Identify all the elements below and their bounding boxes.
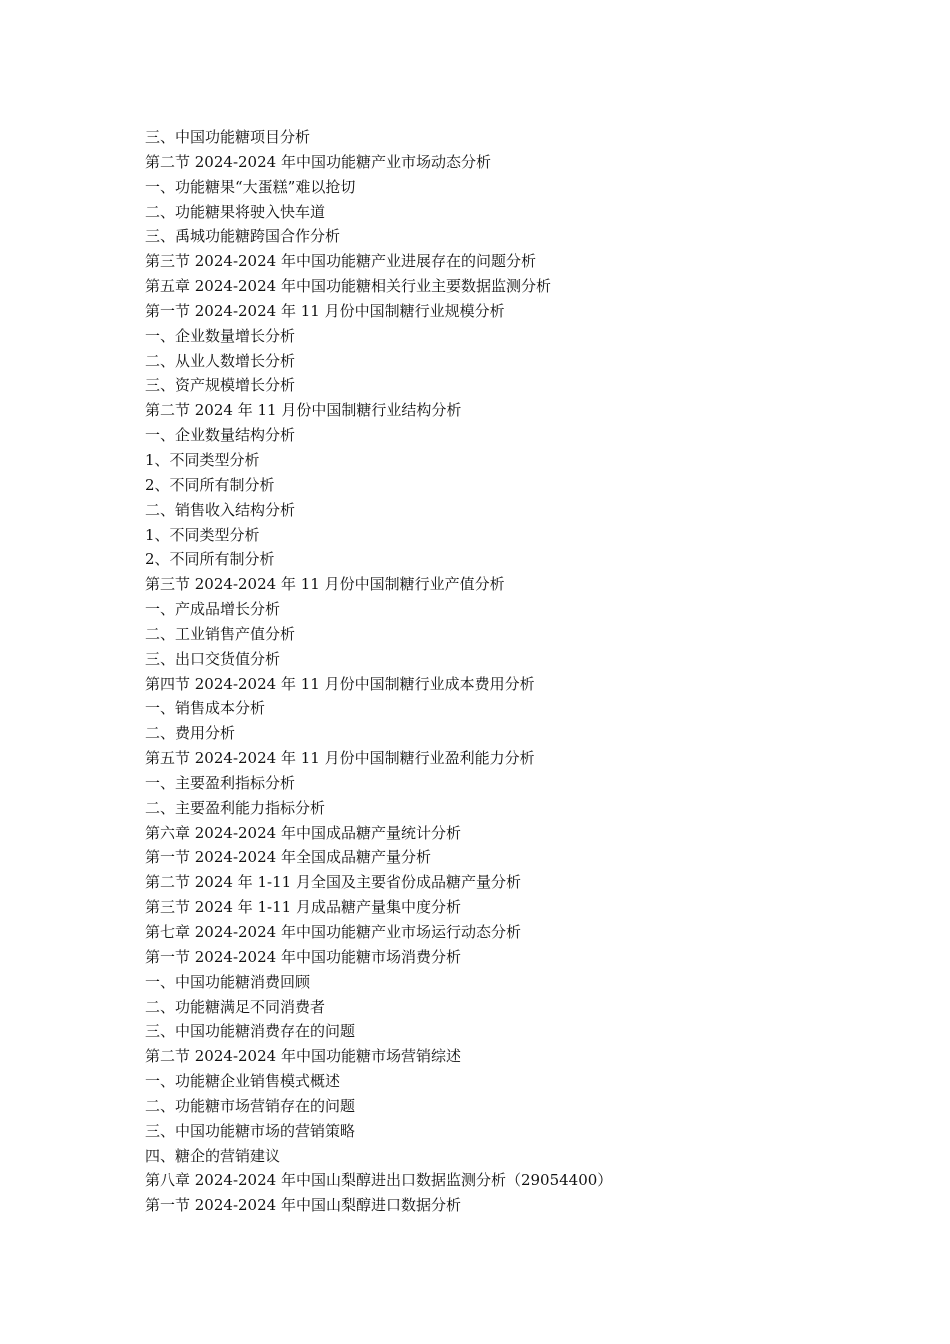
toc-line: 一、主要盈利指标分析 xyxy=(145,773,296,792)
toc-line: 二、销售收入结构分析 xyxy=(145,500,296,519)
toc-line: 第一节 2024-2024 年 11 月份中国制糖行业规模分析 xyxy=(145,301,505,320)
toc-line: 一、销售成本分析 xyxy=(145,699,266,718)
toc-line: 二、主要盈利能力指标分析 xyxy=(145,798,326,817)
toc-line: 第五章 2024-2024 年中国功能糖相关行业主要数据监测分析 xyxy=(145,277,551,296)
toc-line: 三、中国功能糖市场的营销策略 xyxy=(145,1121,356,1140)
toc-line: 第六章 2024-2024 年中国成品糖产量统计分析 xyxy=(145,823,461,842)
toc-line: 第八章 2024-2024 年中国山梨醇进出口数据监测分析（29054400） xyxy=(145,1171,613,1190)
toc-line: 第三节 2024-2024 年 11 月份中国制糖行业产值分析 xyxy=(145,575,505,594)
table-of-contents xyxy=(145,125,825,1218)
toc-line: 一、企业数量增长分析 xyxy=(145,326,296,345)
toc-line: 四、糖企的营销建议 xyxy=(145,1146,281,1165)
toc-line: 二、功能糖果将驶入快车道 xyxy=(145,202,326,221)
toc-line: 第一节 2024-2024 年全国成品糖产量分析 xyxy=(145,848,431,867)
toc-line: 第三节 2024-2024 年中国功能糖产业进展存在的问题分析 xyxy=(145,252,536,271)
toc-line: 第三节 2024 年 1-11 月成品糖产量集中度分析 xyxy=(145,898,461,917)
toc-line: 第二节 2024-2024 年中国功能糖市场营销综述 xyxy=(145,1047,461,1066)
toc-line: 第一节 2024-2024 年中国山梨醇进口数据分析 xyxy=(145,1196,461,1215)
toc-line: 二、工业销售产值分析 xyxy=(145,624,296,643)
toc-line: 三、禹城功能糖跨国合作分析 xyxy=(145,227,341,246)
toc-line: 一、中国功能糖消费回顾 xyxy=(145,972,311,991)
toc-line: 一、功能糖果“大蛋糕”难以抢切 xyxy=(145,177,356,196)
toc-line: 一、企业数量结构分析 xyxy=(145,426,296,445)
toc-line: 第一节 2024-2024 年中国功能糖市场消费分析 xyxy=(145,947,461,966)
toc-line: 第二节 2024-2024 年中国功能糖产业市场动态分析 xyxy=(145,152,491,171)
toc-line: 一、功能糖企业销售模式概述 xyxy=(145,1072,341,1091)
toc-line: 三、资产规模增长分析 xyxy=(145,376,296,395)
toc-line: 第四节 2024-2024 年 11 月份中国制糖行业成本费用分析 xyxy=(145,674,535,693)
toc-line: 三、中国功能糖消费存在的问题 xyxy=(145,1022,356,1041)
toc-line: 2、不同所有制分析 xyxy=(145,475,275,494)
toc-line: 1、不同类型分析 xyxy=(145,525,260,544)
toc-line: 第七章 2024-2024 年中国功能糖产业市场运行动态分析 xyxy=(145,923,521,941)
toc-line: 二、功能糖满足不同消费者 xyxy=(145,997,326,1016)
toc-line: 二、功能糖市场营销存在的问题 xyxy=(145,1096,356,1115)
toc-line: 二、从业人数增长分析 xyxy=(145,351,296,370)
toc-line: 1、不同类型分析 xyxy=(145,450,260,469)
toc-line: 第二节 2024 年 11 月份中国制糖行业结构分析 xyxy=(145,401,462,420)
toc-line: 第五节 2024-2024 年 11 月份中国制糖行业盈利能力分析 xyxy=(145,749,535,768)
toc-line: 三、出口交货值分析 xyxy=(145,649,281,668)
toc-line: 2、不同所有制分析 xyxy=(145,550,275,569)
toc-line: 一、产成品增长分析 xyxy=(145,600,281,619)
toc-line: 二、费用分析 xyxy=(145,724,236,743)
toc-line: 第二节 2024 年 1-11 月全国及主要省份成品糖产量分析 xyxy=(145,873,521,892)
toc-line: 三、中国功能糖项目分析 xyxy=(145,128,311,146)
